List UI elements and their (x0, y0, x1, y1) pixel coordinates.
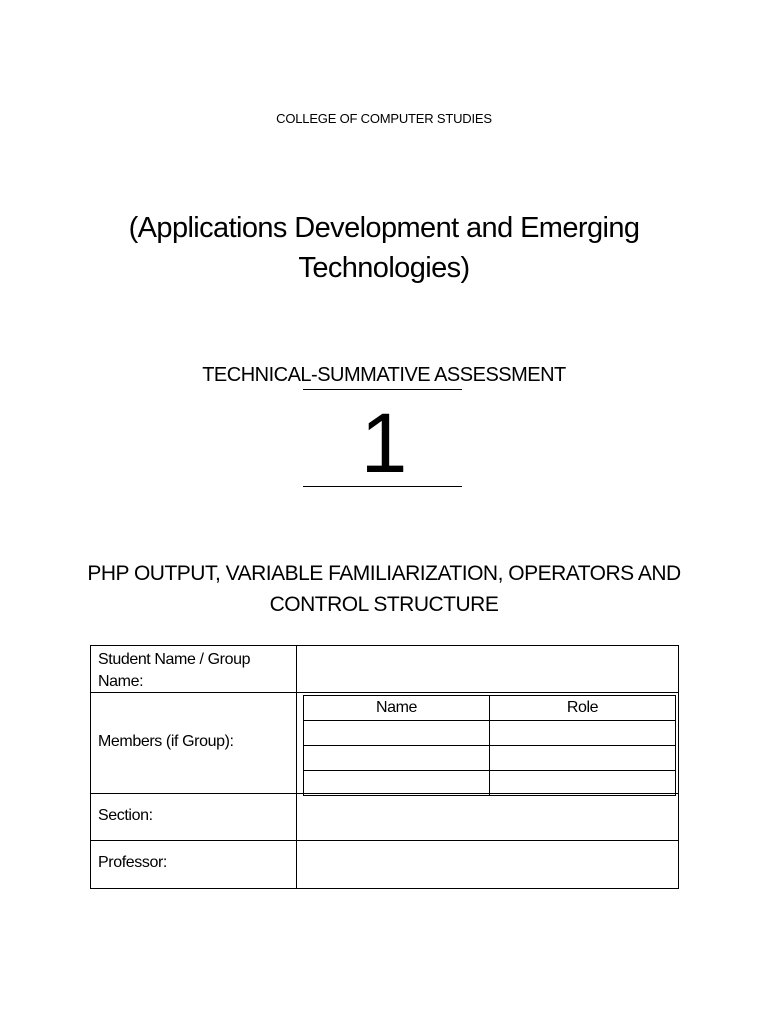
student-info-table (90, 645, 679, 889)
student-name-label: Student Name / Group Name: (91, 646, 297, 692)
members-row (91, 693, 678, 794)
assessment-type: TECHNICAL-SUMMATIVE ASSESSMENT (202, 364, 566, 386)
professor-field[interactable] (297, 841, 678, 888)
assessment-topic: PHP OUTPUT, VARIABLE FAMILIARIZATION, OPERATORS AND CONTROL STRUCTURE (87, 562, 681, 616)
members-cell (297, 693, 678, 793)
student-name-row (91, 646, 678, 693)
professor-label: Professor: (91, 841, 297, 888)
members-label: Members (if Group): (91, 693, 297, 793)
section-label: Section: (91, 794, 297, 840)
member-role-field[interactable] (490, 746, 676, 771)
student-name-field[interactable] (297, 646, 678, 692)
member-name-field[interactable] (304, 746, 490, 771)
members-name-header: Name (304, 696, 490, 721)
member-name-field[interactable] (304, 771, 490, 796)
members-table (303, 695, 676, 796)
members-header-row (304, 696, 676, 721)
member-name-field[interactable] (304, 721, 490, 746)
section-row (91, 794, 678, 841)
assessment-number-underline (303, 486, 462, 487)
course-title: (Applications Development and Emerging Technologies) (128, 212, 640, 284)
professor-row (91, 841, 678, 888)
members-role-header: Role (490, 696, 676, 721)
assessment-type-underline (303, 389, 462, 390)
member-role-field[interactable] (490, 771, 676, 796)
member-role-field[interactable] (490, 721, 676, 746)
assessment-number: 1 (360, 396, 408, 490)
college-name: COLLEGE OF COMPUTER STUDIES (276, 111, 492, 126)
section-field[interactable] (297, 794, 678, 840)
members-row-1 (304, 721, 676, 746)
members-row-2 (304, 746, 676, 771)
members-row-3 (304, 771, 676, 796)
